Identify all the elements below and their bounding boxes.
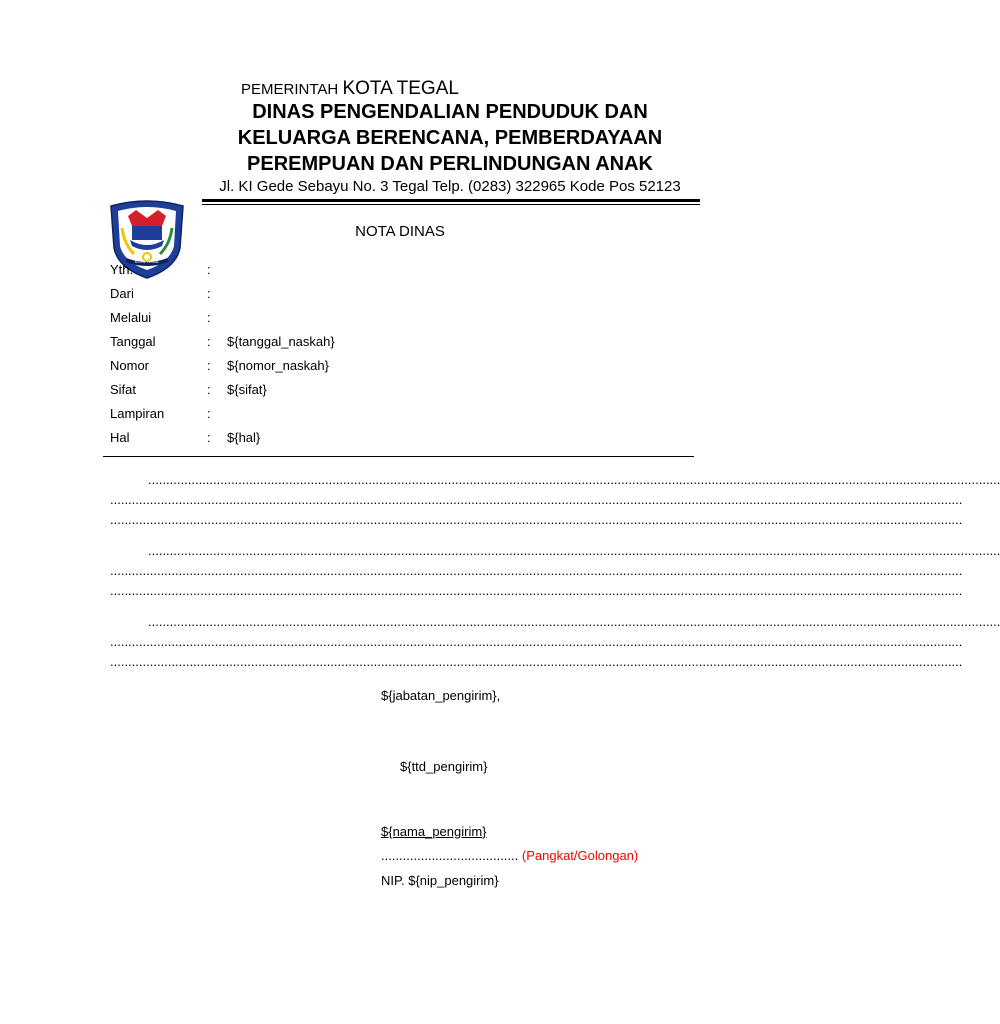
sender-rank	[381, 848, 638, 863]
field-value: ${hal}	[227, 430, 261, 445]
agency-name-line-1: DINAS PENGENDALIAN PENDUDUK DAN	[252, 101, 648, 123]
letterhead-prefix: PEMERINTAH	[241, 81, 339, 98]
field-label: Melalui	[110, 310, 152, 325]
field-separator: :	[207, 286, 211, 301]
paragraph-3-line-3: ............................................................................................................................................................................................................................................	[110, 654, 963, 669]
field-separator: :	[207, 262, 211, 277]
agency-address: Jl. KI Gede Sebayu No. 3 Tegal Telp. (0283) 322965 Kode Pos 52123	[219, 178, 681, 195]
field-separator: :	[207, 406, 211, 421]
paragraph-3-line-1: ............................................................................................................................................................................................................................................	[148, 614, 1000, 629]
sender-position: ${jabatan_pengirim},	[381, 688, 501, 703]
field-label: Dari	[110, 286, 134, 301]
field-value: ${nomor_naskah}	[227, 358, 329, 373]
paragraph-1-line-2: ............................................................................................................................................................................................................................................	[110, 492, 963, 507]
field-separator: :	[207, 358, 211, 373]
field-label: Lampiran	[110, 406, 165, 421]
sender-signature: ${ttd_pengirim}	[400, 759, 488, 774]
field-value: ${sifat}	[227, 382, 267, 397]
letterhead-rule-thick	[202, 199, 700, 202]
field-separator: :	[207, 310, 211, 325]
sender-name-text: ${nama_pengirim}	[381, 824, 487, 839]
paragraph-2-line-2: ............................................................................................................................................................................................................................................	[110, 563, 963, 578]
document-title: NOTA DINAS	[355, 223, 445, 240]
svg-text:KOTA TEGAL: KOTA TEGAL	[134, 259, 160, 264]
sender-name	[381, 824, 487, 839]
agency-name-line-3: PEREMPUAN DAN PERLINDUNGAN ANAK	[247, 153, 653, 175]
paragraph-1-line-3: ............................................................................................................................................................................................................................................	[110, 512, 963, 527]
field-separator: :	[207, 334, 211, 349]
paragraph-1-line-1: ............................................................................................................................................................................................................................................	[148, 472, 1000, 487]
sender-rank-hint: (Pangkat/Golongan)	[521, 848, 639, 863]
letterhead-city: KOTA TEGAL	[342, 78, 459, 99]
field-label: Sifat	[110, 382, 137, 397]
paragraph-2-line-1: ............................................................................................................................................................................................................................................	[148, 543, 1000, 558]
field-separator: :	[207, 430, 211, 445]
sender-nip: NIP. ${nip_pengirim}	[381, 873, 499, 888]
field-label: Tanggal	[110, 334, 156, 349]
sender-rank-dots: ......................................	[381, 848, 519, 863]
agency-name-line-2: KELUARGA BERENCANA, PEMBERDAYAAN	[237, 127, 663, 149]
paragraph-2-line-3: ............................................................................................................................................................................................................................................	[110, 583, 963, 598]
field-label: Nomor	[110, 358, 150, 373]
field-value: ${tanggal_naskah}	[227, 334, 335, 349]
field-separator: :	[207, 382, 211, 397]
letterhead-government	[200, 78, 500, 100]
field-label: Hal	[110, 430, 130, 445]
letterhead-rule-thin	[202, 204, 700, 205]
paragraph-3-line-2: ............................................................................................................................................................................................................................................	[110, 634, 963, 649]
field-label: Yth.	[110, 262, 134, 277]
header-divider	[103, 456, 694, 457]
